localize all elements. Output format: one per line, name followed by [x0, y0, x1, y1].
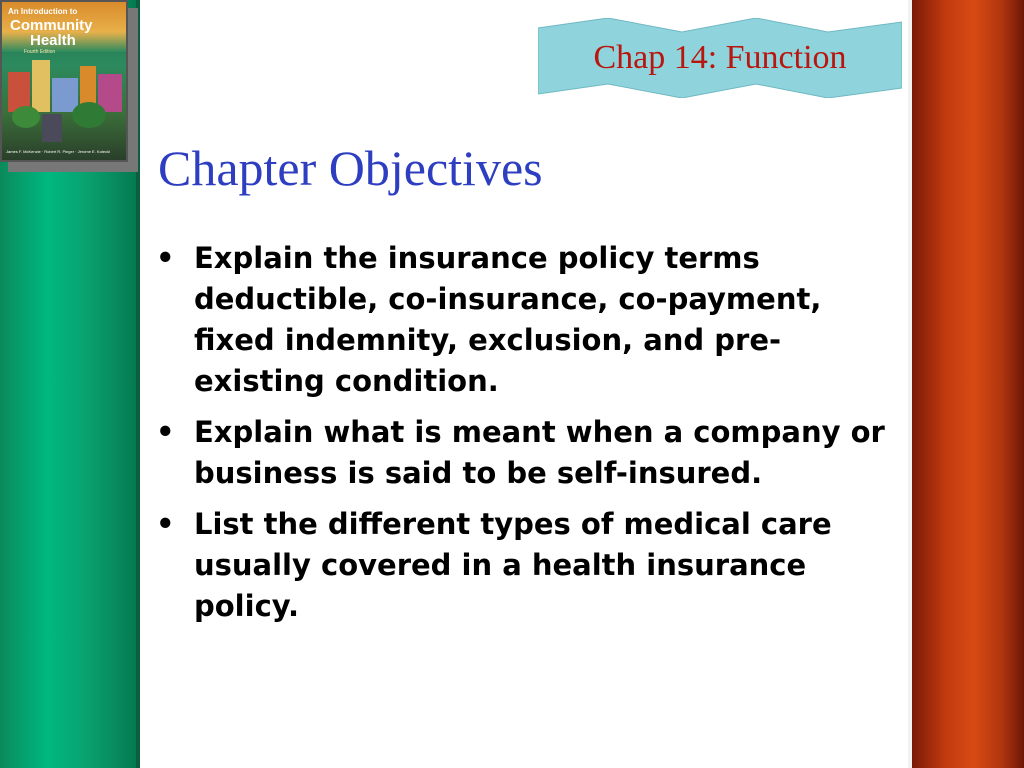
book-subtitle: An Introduction to: [8, 7, 78, 16]
banner-label: Chap 14: Function: [593, 39, 847, 76]
book-authors: James F. McKenzie · Robert R. Pinger · Jerome E. Kotecki: [6, 149, 111, 154]
chapter-banner: [538, 18, 902, 98]
book-edition: Fourth Edition: [24, 49, 56, 55]
book-road: [42, 114, 62, 142]
bullet-dot: •: [156, 241, 175, 275]
list-item-text: List the different types of medical care usually covered in a health insurance policy.: [194, 507, 832, 623]
book-cover-image: [0, 0, 128, 162]
bullet-dot: •: [156, 415, 175, 449]
bullet-dot: •: [156, 507, 175, 541]
list-item-text: Explain the insurance policy terms deductible, co-insurance, co-payment, fixed indemnity, exclusion, and pre-existing condition.: [194, 241, 822, 398]
book-building: [32, 60, 50, 112]
book-title-line-1: Community: [10, 17, 93, 34]
book-title-line-2: Health: [30, 32, 76, 49]
list-item: [156, 238, 896, 402]
page-title: Chapter Objectives: [158, 140, 543, 196]
right-red-bar: [912, 0, 1024, 768]
list-item-text: Explain what is meant when a company or business is said to be self-insured.: [194, 415, 885, 490]
book-tree: [72, 102, 106, 128]
list-item: [156, 412, 896, 494]
list-item: [156, 504, 896, 627]
book-tree: [12, 106, 40, 128]
objectives-list: [156, 238, 896, 637]
